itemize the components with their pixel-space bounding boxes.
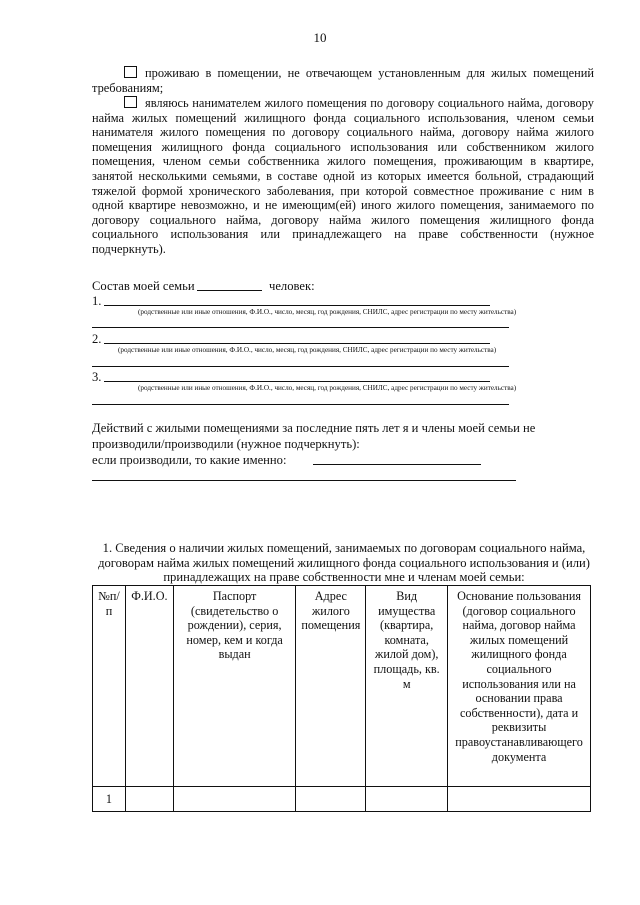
header-number: №п/ п bbox=[93, 586, 126, 787]
checkbox-tenant[interactable] bbox=[124, 96, 137, 108]
header-passport: Паспорт (свидетельство о рождении), серия, номер, кем и когда выдан bbox=[173, 586, 296, 787]
header-address: Адрес жилого помещения bbox=[296, 586, 366, 787]
family-item-1-field[interactable] bbox=[104, 305, 490, 306]
row-1-address-cell[interactable] bbox=[296, 787, 366, 812]
housing-table bbox=[92, 585, 591, 812]
option-not-compliant-text: проживаю в помещении, не отвечающем установленным для жилых помещений требованиям; bbox=[92, 66, 594, 95]
option-not-compliant bbox=[92, 66, 594, 95]
actions-line-2: производили/производили (нужное подчеркнуть): bbox=[92, 437, 360, 451]
actions-details-field-line2[interactable] bbox=[92, 480, 516, 481]
page-number: 10 bbox=[313, 30, 327, 45]
family-item-2-number: 2. bbox=[92, 332, 102, 346]
table-header-row bbox=[93, 586, 591, 787]
family-label: Состав моей семьи bbox=[92, 279, 195, 293]
family-item-2-field-line2[interactable] bbox=[92, 366, 509, 367]
actions-line-3: если производили, то какие именно: bbox=[92, 453, 287, 467]
table-row bbox=[93, 787, 591, 812]
family-item-1-hint: (родственные или иные отношения, Ф.И.О., число, месяц, год рождения, СНИЛС, адрес регистрации по месту жительства) bbox=[138, 308, 517, 316]
family-item-1-field-line2[interactable] bbox=[92, 327, 509, 328]
family-item-2-hint: (родственные или иные отношения, Ф.И.О., число, месяц, год рождения, СНИЛС, адрес регистрации по месту жительства) bbox=[118, 346, 497, 354]
option-tenant bbox=[92, 96, 594, 257]
header-basis: Основание пользования (договор социального найма, договор найма жилых помещений жилищного фонда социального использования или на основании права собственности), дата и реквизиты правоустанавливающего документа bbox=[448, 586, 591, 787]
family-item-2-field[interactable] bbox=[104, 343, 490, 344]
row-1-basis-cell[interactable] bbox=[448, 787, 591, 812]
actions-line-1: Действий с жилыми помещениями за последние пять лет я и члены моей семьи не bbox=[92, 421, 536, 435]
family-label-after: человек: bbox=[269, 279, 315, 293]
row-1-number: 1 bbox=[93, 787, 126, 812]
family-item-3-hint: (родственные или иные отношения, Ф.И.О., число, месяц, год рождения, СНИЛС, адрес регистрации по месту жительства) bbox=[138, 384, 517, 392]
header-property-type: Вид имущества (квартира, комната, жилой дом), площадь, кв. м bbox=[366, 586, 448, 787]
section-1-heading: 1. Сведения о наличии жилых помещений, занимаемых по договорам социального найма, договорам найма жилых помещений жилищного фонда социального использования и (или) принадлежащих на праве собственности мне и членам моей семьи: bbox=[98, 541, 590, 585]
family-item-1-number: 1. bbox=[92, 294, 102, 308]
actions-details-field[interactable] bbox=[313, 464, 481, 465]
row-1-property-type-cell[interactable] bbox=[366, 787, 448, 812]
family-count-field[interactable] bbox=[197, 290, 262, 291]
family-item-3-number: 3. bbox=[92, 370, 102, 384]
checkbox-not-compliant[interactable] bbox=[124, 66, 137, 78]
option-tenant-text: являюсь нанимателем жилого помещения по договору социального найма, договору найма жилых помещений жилищного фонда социального использования, членом семьи нанимателя жилого помещения по договору социального найма, договору найма жилого помещения жилищного фонда социального использования или собственником жилого помещения, членом семьи собственника жилого помещения, проживающим в квартире, занятой несколькими семьями, в составе одной из которых имеется больной, страдающий тяжелой формой хронического заболевания, при которой совместное проживание с ним в одной квартире невозможно, и не имеющим(ей) иного жилого помещения, занимаемого по договору социального найма, договору найма жилого помещения жилищного фонда социального использования или принадлежащего на праве собственности (нужное подчеркнуть). bbox=[92, 96, 594, 256]
family-item-3-field-line2[interactable] bbox=[92, 404, 509, 405]
row-1-passport-cell[interactable] bbox=[173, 787, 296, 812]
header-full-name: Ф.И.О. bbox=[125, 586, 173, 787]
family-item-3-field[interactable] bbox=[104, 381, 490, 382]
row-1-full-name-cell[interactable] bbox=[125, 787, 173, 812]
